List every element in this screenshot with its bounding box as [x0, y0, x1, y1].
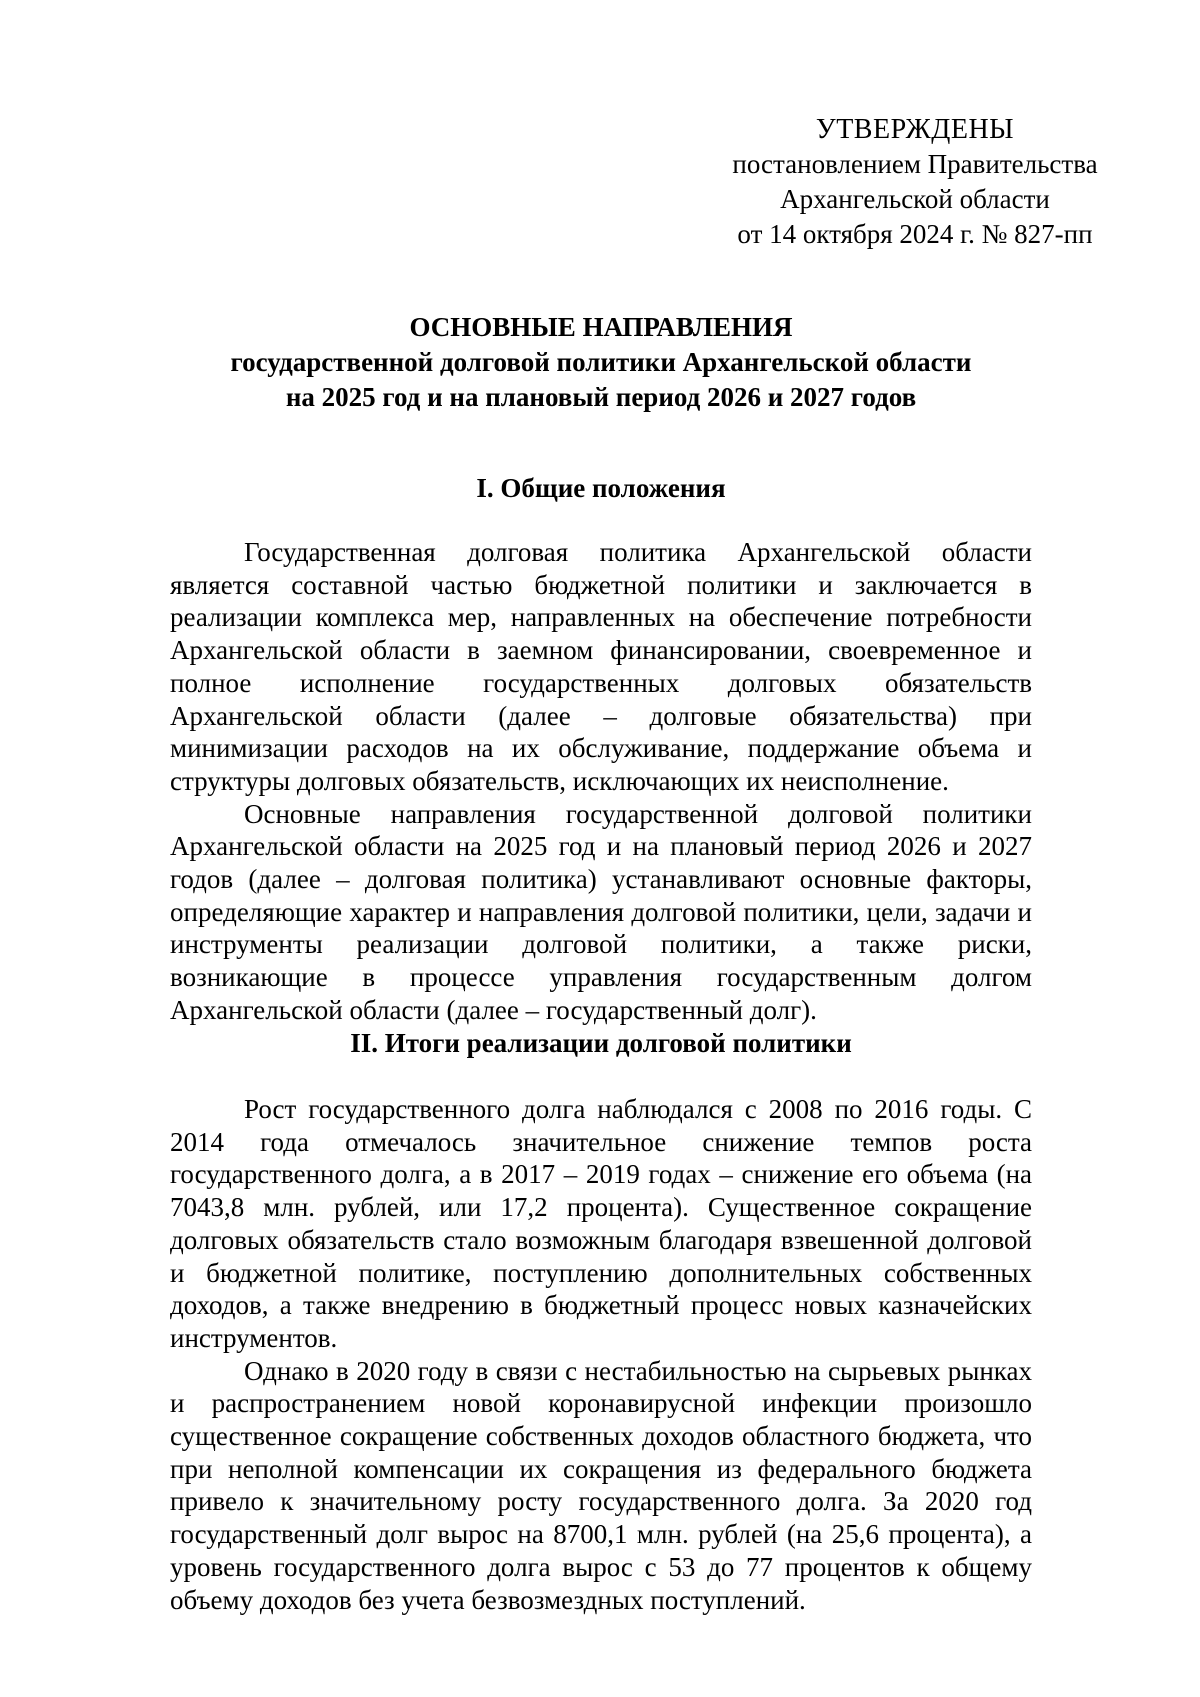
- approval-line: постановлением Правительства: [732, 149, 1098, 179]
- approval-heading: УТВЕРЖДЕНЫ: [815, 114, 1015, 145]
- title-line: государственной долговой политики Архангельской области: [230, 347, 972, 377]
- section-heading: II. Итоги реализации долговой политики: [350, 1028, 852, 1058]
- paragraph: Однако в 2020 году в связи с нестабильностью на сырьевых рынках и распространением новой коронавирусной инфекции произошло существенное сокращение собственных доходов областного бюджета, что при неполной компенсации их сокращения из федерального бюджета привело к значительному росту государственного долга. За 2020 год государственный долг вырос на 8700,1 млн. рублей (на 25,6 процента), а уровень государственного долга вырос с 53 до 77 процентов к общему объему доходов без учета безвозмездных поступлений.: [170, 1355, 1032, 1615]
- section-body: [170, 1093, 1032, 1616]
- paragraph: Рост государственного долга наблюдался с 2008 по 2016 годы. С 2014 года отмечалось значительное снижение темпов роста государственного долга, а в 2017 – 2019 годах – снижение его объема (на 7043,8 млн. рублей, или 17,2 процента). Существенное сокращение долговых обязательств стало возможным благодаря взвешенной долговой и бюджетной политике, поступлению дополнительных собственных доходов, а также внедрению в бюджетный процесс новых казначейских инструментов.: [170, 1094, 1032, 1353]
- approval-line: Архангельской области: [780, 184, 1050, 214]
- title-line: на 2025 год и на плановый период 2026 и 2027 годов: [285, 382, 917, 412]
- document-title: [170, 310, 1032, 415]
- title-line: ОСНОВНЫЕ НАПРАВЛЕНИЯ: [409, 312, 793, 342]
- section-body: [170, 536, 1032, 1027]
- section-heading: I. Общие положения: [476, 473, 726, 503]
- paragraph: Государственная долговая политика Архангельской области является составной частью бюджетной политики и заключается в реализации комплекса мер, направленных на обеспечение потребности Архангельской области в заемном финансировании, своевременное и полное исполнение государственных долговых обязательств Архангельской области (далее – долговые обязательства) при минимизации расходов на их обслуживание, поддержание объема и структуры долговых обязательств, исключающих их неисполнение.: [170, 537, 1032, 796]
- paragraph: Основные направления государственной долговой политики Архангельской области на 2025 год и на плановый период 2026 и 2027 годов (далее – долговая политика) устанавливают основные факторы, определяющие характер и направления долговой политики, цели, задачи и инструменты реализации долговой политики, а также риски, возникающие в процессе управления государственным долгом Архангельской области (далее – государственный долг).: [170, 798, 1032, 1025]
- approval-line: от 14 октября 2024 г. № 827-пп: [737, 219, 1093, 249]
- approval-block: [700, 112, 1130, 252]
